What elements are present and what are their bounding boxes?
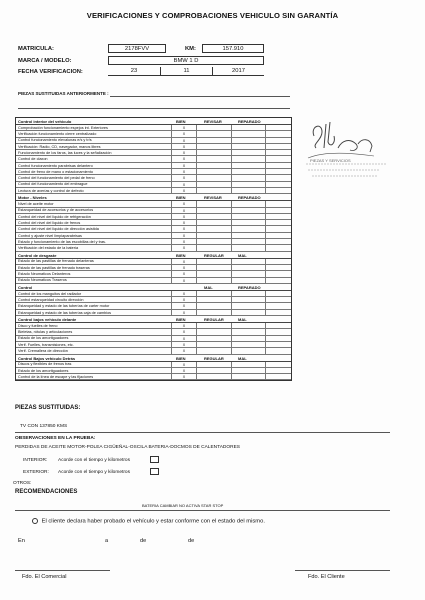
row-label: Control de claxon bbox=[18, 157, 48, 162]
row-label: Nivel de aceite motor bbox=[18, 202, 54, 207]
row-label: Disco y fuelles de freno bbox=[18, 323, 58, 328]
row-label: Control funcionamiento parabrisas delantero bbox=[18, 163, 93, 168]
check-cell[interactable] bbox=[231, 374, 265, 380]
firma-comercial-label: Fdo. El Comercial bbox=[22, 574, 67, 580]
check-mark[interactable]: X bbox=[171, 323, 196, 329]
recomendaciones-value: BATERIA CAMBIAR NO ACTIVA STAR STOP bbox=[142, 503, 224, 508]
column-header: MAL bbox=[204, 284, 213, 290]
column-header: REPARADO bbox=[238, 284, 261, 290]
row-label: Funcionamiento de los faros, las luces y la señalización bbox=[18, 150, 112, 155]
row-label: Control del nivel del liquido de dirección asistida bbox=[18, 227, 99, 232]
checklist-row bbox=[16, 374, 291, 380]
section-header bbox=[16, 118, 291, 125]
check-mark[interactable]: X bbox=[171, 329, 196, 335]
firma-cliente-label: Fdo. El Cliente bbox=[308, 574, 345, 580]
check-mark[interactable]: X bbox=[171, 303, 196, 309]
check-mark[interactable]: X bbox=[171, 291, 196, 297]
column-header: BIEN bbox=[176, 317, 186, 323]
row-label: Control estanqueidad circuito dirección bbox=[18, 297, 84, 302]
check-mark[interactable]: X bbox=[171, 163, 196, 169]
check-mark[interactable]: X bbox=[171, 374, 196, 380]
row-label: Discos y flexibles de frenos tras bbox=[18, 362, 72, 367]
column-header: MAL bbox=[238, 317, 247, 323]
interior-label: INTERIOR: bbox=[23, 458, 48, 463]
row-label: Verif. Cremallera de dirección bbox=[18, 349, 68, 353]
check-mark[interactable]: X bbox=[171, 220, 196, 226]
fecha-day: 23 bbox=[108, 67, 160, 76]
check-mark[interactable]: X bbox=[171, 336, 196, 342]
column-header: REGULAR bbox=[204, 355, 224, 361]
column-header: BIEN bbox=[176, 119, 186, 124]
check-mark[interactable]: X bbox=[171, 182, 196, 188]
row-label: Control del funcionamiento del pedal de freno bbox=[18, 176, 95, 181]
row-label: Control del nivel del liquido de refrigeración bbox=[18, 214, 91, 219]
piezas-sustituidas-value: TV CON 137850 KMS bbox=[20, 424, 68, 429]
section-header bbox=[16, 316, 291, 323]
matricula-label: MATRICULA: bbox=[18, 46, 54, 52]
check-mark[interactable]: X bbox=[171, 150, 196, 156]
row-label: Verificación funcionamiento cierre centralizado bbox=[18, 132, 97, 137]
declaracion-text: El cliente declara haber probado el vehículo y estar conforme con el estado del mismo. bbox=[41, 518, 265, 525]
check-mark[interactable]: X bbox=[171, 245, 196, 251]
column-header: BIEN bbox=[176, 252, 186, 258]
piezas-line bbox=[15, 432, 390, 433]
section-header bbox=[16, 355, 291, 362]
piezas-anteriores-line-2 bbox=[18, 108, 290, 109]
radio-circle-icon[interactable] bbox=[32, 518, 38, 524]
row-label: Verificación del estado de la batería bbox=[18, 246, 79, 251]
observaciones-label: OBSERVACIONES EN LA PRUEBA: bbox=[15, 436, 96, 441]
column-header: REGULAR bbox=[204, 252, 224, 258]
column-header: REPARADO bbox=[238, 195, 261, 201]
check-mark[interactable]: X bbox=[171, 125, 196, 131]
check-mark[interactable]: X bbox=[171, 188, 196, 194]
row-label: Verif. Fuelles, transmisiones, etc. bbox=[18, 342, 74, 347]
check-mark[interactable]: X bbox=[171, 144, 196, 150]
checklist-table bbox=[15, 117, 292, 381]
row-label: Estado Neumaticos Traseros bbox=[18, 278, 67, 283]
row-label: Estanqueidad y estado de las tuberías caja de cambios bbox=[18, 310, 112, 315]
row-label: Control y ajuste nivel limpiaparabrisas bbox=[18, 233, 82, 238]
row-label: Control de la línea de escape y las fijaciones bbox=[18, 374, 94, 379]
row-label: Estado y funcionamiento de las escobillas del y tras. bbox=[18, 239, 107, 244]
fecha-en-label: En bbox=[18, 538, 25, 544]
column-header: REVISAR bbox=[204, 195, 222, 201]
section-header bbox=[16, 252, 291, 259]
section-header bbox=[16, 194, 291, 201]
piezas-anteriores-label: PIEZAS SUSTITUIDAS ANTERIORMENTE : bbox=[18, 91, 109, 96]
exterior-label: EXTERIOR: bbox=[23, 470, 49, 475]
fecha-a-label: a bbox=[105, 538, 109, 544]
recomendaciones-label: RECOMENDACIONES bbox=[15, 489, 78, 495]
check-mark[interactable]: X bbox=[171, 310, 196, 316]
row-label: Control de freno de mano o estacionamiento bbox=[18, 169, 93, 174]
check-cell[interactable] bbox=[196, 374, 231, 380]
row-label: Lectura de averías y control de defecto bbox=[18, 188, 84, 193]
matricula-field: 2178FVV bbox=[108, 44, 166, 53]
row-label: Control del funcionamiento del embrague bbox=[18, 182, 88, 187]
column-header: BIEN bbox=[176, 355, 186, 361]
check-mark[interactable]: X bbox=[171, 348, 196, 354]
otros-label: OTROS: bbox=[13, 481, 32, 486]
row-label: Estanqueidad de accesorios y de accesorios bbox=[18, 208, 94, 213]
fecha-label: FECHA VERIFICACION: bbox=[18, 69, 83, 75]
stamp-text: PIEZAS Y SERVICIOS bbox=[310, 158, 351, 163]
check-mark[interactable]: X bbox=[171, 156, 196, 162]
row-label: Estado de las pastillas de frenado delanteras bbox=[18, 259, 94, 264]
check-mark[interactable]: X bbox=[171, 259, 196, 265]
row-label: Estado de los amortiguadores bbox=[18, 368, 69, 373]
recomendaciones-line bbox=[15, 510, 390, 511]
check-mark[interactable]: X bbox=[171, 265, 196, 271]
check-mark[interactable]: X bbox=[171, 214, 196, 220]
column-header: MAL bbox=[238, 252, 247, 258]
row-label: Estado Neumaticos Delanteros bbox=[18, 272, 71, 277]
firma-comercial-line bbox=[15, 570, 110, 571]
section-header bbox=[16, 284, 291, 291]
marca-field: BMW 1 D bbox=[108, 56, 264, 65]
check-mark[interactable]: X bbox=[171, 201, 196, 207]
firma-cliente-line bbox=[295, 570, 390, 571]
check-mark[interactable]: X bbox=[171, 131, 196, 137]
row-label: Estado de las pastillas de frenado traseras bbox=[18, 265, 90, 270]
check-mark[interactable]: X bbox=[171, 271, 196, 277]
observaciones-value: PERDIDAS DE ACEITE MOTOR-POLEA CIGÜEÑAL-OSCILA BATERIA-DOCMOS DE CALENTADORES bbox=[15, 445, 240, 450]
row-label: Comprobación funcionamiento espejos int. Exteriores bbox=[18, 125, 108, 130]
check-mark[interactable]: X bbox=[171, 138, 196, 144]
row-label: Verificación: Radio, CD, navegador, manos libres bbox=[18, 144, 101, 149]
row-label: Estanqueidad y estado de las tuberías de carter motor bbox=[18, 304, 110, 309]
marca-label: MARCA / MODELO: bbox=[18, 58, 72, 64]
check-mark[interactable]: X bbox=[171, 362, 196, 368]
check-mark[interactable]: X bbox=[171, 278, 196, 284]
check-mark[interactable]: X bbox=[171, 239, 196, 245]
column-header: REGULAR bbox=[204, 317, 224, 323]
check-mark[interactable]: X bbox=[171, 297, 196, 303]
exterior-text: Acorde con el tiempo y kilometros bbox=[58, 470, 130, 475]
check-mark[interactable]: X bbox=[171, 233, 196, 239]
fecha-year: 2017 bbox=[212, 67, 264, 76]
km-label: KM: bbox=[185, 46, 196, 52]
check-mark[interactable]: X bbox=[171, 175, 196, 181]
section-title: Control de desgaste bbox=[18, 252, 57, 258]
section-title: Motor - Niveles bbox=[18, 195, 47, 201]
row-label: Control del nivel del liquido de frenos bbox=[18, 220, 81, 225]
check-cell[interactable] bbox=[265, 374, 293, 380]
check-mark[interactable]: X bbox=[171, 342, 196, 348]
section-title: Control bbox=[18, 284, 33, 290]
section-title: Control Bajos vehículo Detrás bbox=[18, 355, 76, 361]
piezas-sustituidas-label: PIEZAS SUSTITUIDAS: bbox=[15, 405, 81, 411]
check-mark[interactable]: X bbox=[171, 208, 196, 214]
check-mark[interactable]: X bbox=[171, 368, 196, 374]
fecha-de1-label: de bbox=[140, 538, 147, 544]
column-header: REPARADO bbox=[238, 119, 261, 124]
row-label: Bieletas, rótulas y articulaciones bbox=[18, 330, 73, 335]
declaracion-row bbox=[32, 518, 265, 525]
piezas-anteriores-line bbox=[110, 96, 290, 97]
row-label: Control de los manguitos del radiador bbox=[18, 291, 82, 296]
row-label: Control funcionamiento elevalunas e/s y tr/s bbox=[18, 138, 92, 143]
km-field: 157.910 bbox=[202, 44, 264, 53]
interior-text: Acorde con el tiempo y kilometros bbox=[58, 458, 130, 463]
section-title: Control bajos vehículo delante bbox=[18, 317, 77, 323]
dealer-stamp bbox=[300, 118, 395, 188]
column-header: REVISAR bbox=[204, 119, 222, 124]
check-mark[interactable]: X bbox=[171, 226, 196, 232]
row-label: Estado de los amortiguadores bbox=[18, 336, 69, 341]
document-title: VERIFICACIONES Y COMPROBACIONES VEHICULO SIN GARANTÍA bbox=[86, 11, 339, 20]
column-header: BIEN bbox=[176, 195, 186, 201]
exterior-checkbox[interactable] bbox=[150, 468, 159, 475]
section-title: Control interior del vehiculo bbox=[18, 119, 72, 124]
fecha-month: 11 bbox=[160, 67, 212, 76]
interior-checkbox[interactable] bbox=[150, 456, 159, 463]
check-mark[interactable]: X bbox=[171, 169, 196, 175]
fecha-de2-label: de bbox=[188, 538, 195, 544]
column-header: MAL bbox=[238, 355, 247, 361]
